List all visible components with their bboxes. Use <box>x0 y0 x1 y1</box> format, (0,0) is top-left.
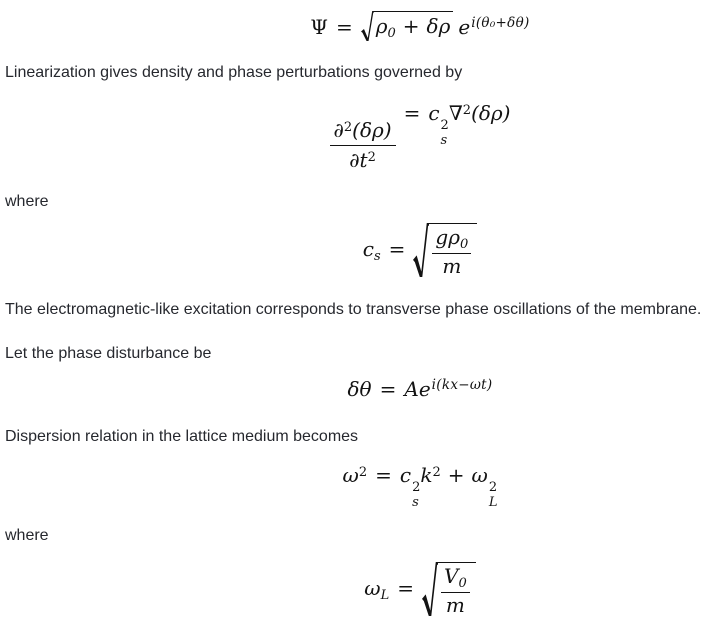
plus-sign: + <box>402 14 420 38</box>
paragraph-let-phase: Let the phase disturbance be <box>5 345 212 362</box>
equals-sign: = <box>375 463 392 487</box>
equation-lattice-frequency <box>5 562 722 617</box>
equation-psi-ansatz <box>5 11 722 41</box>
m-symbol: m <box>441 592 470 617</box>
superscript-two: 2 <box>412 480 421 495</box>
e-symbol: e <box>418 377 431 401</box>
square-root <box>413 223 477 278</box>
subscript-s: s <box>373 249 381 264</box>
radicand <box>374 11 454 41</box>
superscript-two: 2 <box>488 480 498 495</box>
numerator <box>441 565 470 592</box>
equation-phase-disturbance <box>5 376 722 402</box>
superscript-two: 2 <box>432 465 441 480</box>
radical-icon <box>361 11 374 41</box>
g-symbol: g <box>435 225 449 249</box>
superscript-two: 2 <box>462 103 472 118</box>
subscript-s: s <box>440 133 448 148</box>
amplitude-symbol: A <box>404 377 419 401</box>
subscript-zero: 0 <box>459 237 469 252</box>
radicand-fraction <box>438 562 476 617</box>
square-root <box>422 562 476 617</box>
delta-rho-parenthesized: (δρ) <box>471 101 511 125</box>
equals-sign: = <box>388 237 406 261</box>
superscript-two: 2 <box>440 118 449 133</box>
delta-rho-symbol: δρ <box>426 14 451 38</box>
sup-sub-stack <box>441 119 449 147</box>
partial-symbol: ∂ <box>333 118 344 142</box>
equation-wave <box>5 100 722 172</box>
omega-symbol: ω <box>342 463 359 487</box>
numerator <box>432 226 471 253</box>
V-symbol: V <box>443 564 459 588</box>
subscript-s: s <box>412 495 419 510</box>
exponent: i(θ₀+δθ) <box>471 15 530 31</box>
nabla-symbol: ∇ <box>448 101 463 125</box>
equals-sign: = <box>397 576 414 600</box>
omega-symbol: ω <box>364 576 381 600</box>
superscript-two: 2 <box>358 465 368 480</box>
c-symbol: c <box>362 237 374 261</box>
subscript-L: L <box>488 495 498 510</box>
paragraph-where-2: where <box>5 527 49 544</box>
subscript-L: L <box>380 588 390 603</box>
denominator <box>330 145 396 172</box>
c-symbol: c <box>399 463 412 487</box>
paragraph-em-excitation: The electromagnetic-like excitation corresponds to transverse phase oscillations of the membrane. <box>5 301 702 318</box>
superscript-two: 2 <box>343 120 353 135</box>
numerator <box>330 118 396 145</box>
equals-sign: = <box>403 101 421 125</box>
equals-sign: = <box>335 15 353 39</box>
paragraph-dispersion: Dispersion relation in the lattice medium becomes <box>5 428 359 445</box>
delta-rho-parenthesized: (δρ) <box>352 118 392 142</box>
partial-t-symbol: ∂t <box>349 148 368 172</box>
delta-theta-symbol: δθ <box>347 377 372 401</box>
fraction <box>330 118 396 172</box>
document <box>0 11 722 617</box>
equation-sound-speed <box>5 223 722 278</box>
c-symbol: c <box>428 101 440 125</box>
equals-sign: = <box>379 377 397 401</box>
superscript-two: 2 <box>367 150 376 165</box>
psi-symbol: Ψ <box>310 15 328 39</box>
radical-icon <box>422 562 438 616</box>
subscript-zero: 0 <box>387 26 396 41</box>
plus-sign: + <box>447 463 465 487</box>
paragraph-where-1: where <box>5 193 49 210</box>
rho-symbol: ρ <box>448 225 460 249</box>
omega-symbol: ω <box>471 463 488 487</box>
radical-icon <box>413 223 429 277</box>
sup-sub-stack <box>489 481 498 509</box>
square-root <box>361 11 454 41</box>
rho-symbol: ρ <box>375 14 388 38</box>
paragraph-linearization: Linearization gives density and phase perturbations governed by <box>5 64 463 81</box>
radicand-fraction <box>429 223 477 278</box>
k-symbol: k <box>420 463 433 487</box>
exponent: i(kx−ωt) <box>431 377 493 393</box>
subscript-zero: 0 <box>458 576 467 591</box>
equation-dispersion-relation <box>5 462 722 509</box>
m-symbol: m <box>432 253 471 278</box>
e-symbol: e <box>458 15 471 39</box>
